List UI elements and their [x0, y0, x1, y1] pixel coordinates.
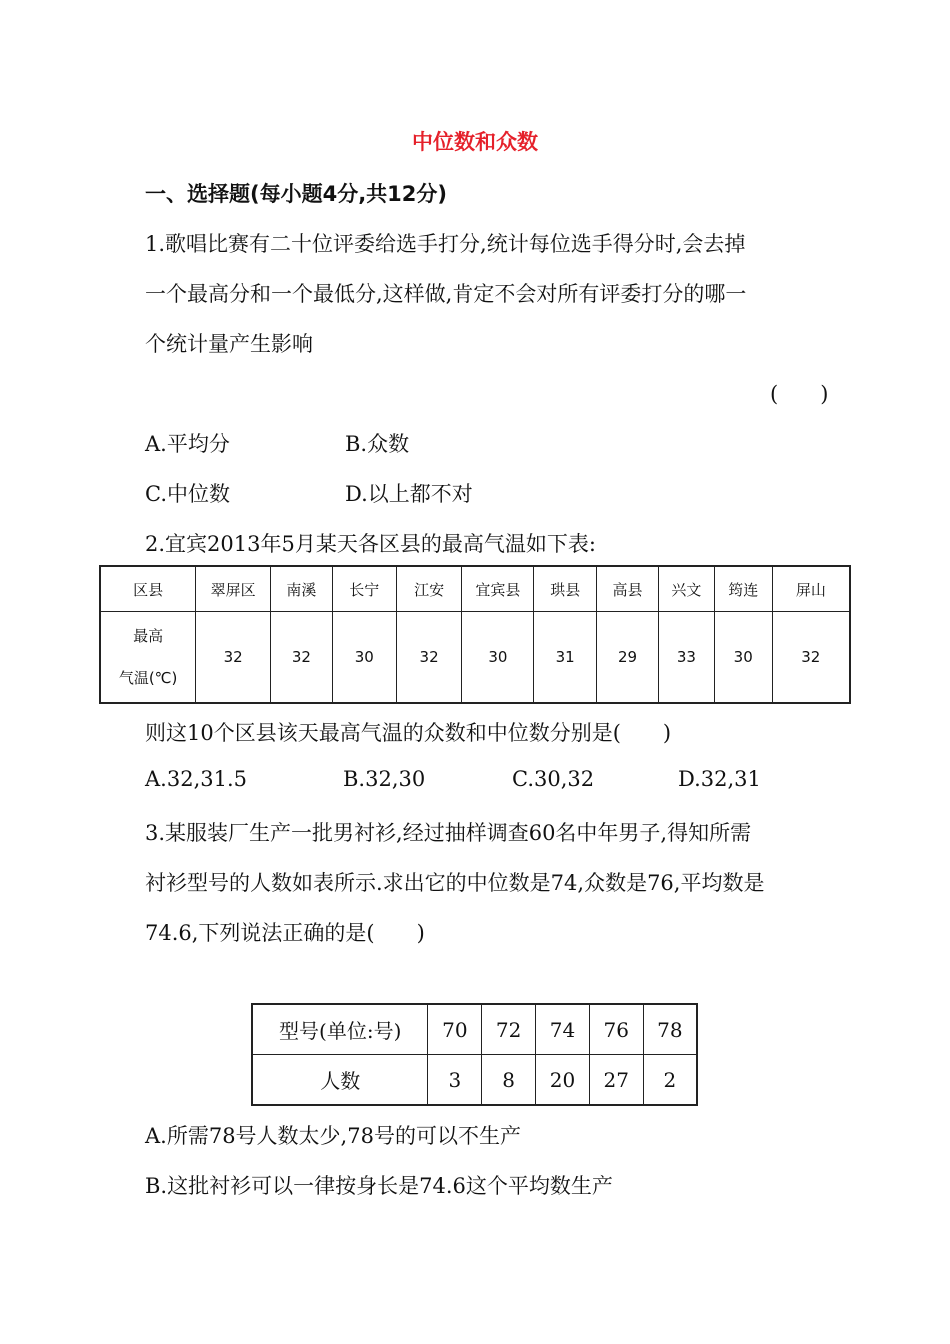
q2-stem: 2.宜宾2013年5月某天各区县的最高气温如下表:	[145, 532, 596, 556]
table-row	[252, 1004, 697, 1055]
q3-line-2: 衬衫型号的人数如表所示.求出它的中位数是74,众数是76,平均数是	[145, 871, 765, 895]
temperature-table	[99, 565, 851, 704]
q3-option-a: A.所需78号人数太少,78号的可以不生产	[145, 1124, 521, 1148]
q2-option-d: D.32,31	[678, 767, 761, 791]
row-label-line-2: 气温(℃)	[118, 669, 178, 687]
temp-cell: 30	[462, 612, 534, 704]
q1-option-b: B.众数	[345, 432, 410, 456]
county-cell: 长宁	[332, 566, 396, 612]
count-cell: 2	[643, 1055, 697, 1106]
q1-option-a: A.平均分	[145, 432, 230, 456]
county-cell: 翠屏区	[196, 566, 271, 612]
count-cell: 3	[428, 1055, 482, 1106]
q2-question: 则这10个区县该天最高气温的众数和中位数分别是( )	[145, 721, 672, 745]
q1-option-d: D.以上都不对	[345, 482, 473, 506]
page-title: 中位数和众数	[412, 130, 538, 154]
county-cell: 高县	[597, 566, 659, 612]
temp-cell: 30	[332, 612, 396, 704]
table-row	[100, 612, 850, 704]
count-cell: 8	[482, 1055, 536, 1106]
county-cell: 珙县	[534, 566, 597, 612]
size-cell: 70	[428, 1004, 482, 1055]
q2-option-c: C.30,32	[512, 767, 595, 791]
temp-cell: 32	[271, 612, 333, 704]
county-cell: 屏山	[772, 566, 850, 612]
q1-line-3: 个统计量产生影响	[145, 332, 313, 356]
q1-line-1: 1.歌唱比赛有二十位评委给选手打分,统计每位选手得分时,会去掉	[145, 232, 746, 256]
count-cell: 20	[536, 1055, 590, 1106]
temp-cell: 30	[714, 612, 772, 704]
county-cell: 南溪	[271, 566, 333, 612]
size-cell: 78	[643, 1004, 697, 1055]
temp-cell: 29	[597, 612, 659, 704]
size-cell: 74	[536, 1004, 590, 1055]
county-cell: 筠连	[714, 566, 772, 612]
q2-option-b: B.32,30	[343, 767, 426, 791]
temp-cell: 32	[772, 612, 850, 704]
temp-cell: 32	[396, 612, 462, 704]
table-row	[252, 1055, 697, 1106]
section-heading: 一、选择题(每小题4分,共12分)	[145, 182, 448, 206]
shirt-size-table	[251, 1003, 698, 1106]
table-header-county: 区县	[100, 566, 196, 612]
table-header-temperature	[100, 612, 196, 704]
q1-answer-paren: ( )	[770, 382, 829, 406]
count-row-label: 人数	[252, 1055, 428, 1106]
temp-cell: 32	[196, 612, 271, 704]
county-cell: 兴文	[658, 566, 714, 612]
size-cell: 76	[589, 1004, 643, 1055]
table-row	[100, 566, 850, 612]
q3-option-b: B.这批衬衫可以一律按身长是74.6这个平均数生产	[145, 1174, 613, 1198]
county-cell: 宜宾县	[462, 566, 534, 612]
q3-line-3: 74.6,下列说法正确的是( )	[145, 921, 425, 945]
q2-option-a: A.32,31.5	[145, 767, 247, 791]
row-label-line-1: 最高	[133, 627, 164, 645]
county-cell: 江安	[396, 566, 462, 612]
q1-option-c: C.中位数	[145, 482, 230, 506]
size-cell: 72	[482, 1004, 536, 1055]
q3-line-1: 3.某服装厂生产一批男衬衫,经过抽样调查60名中年男子,得知所需	[145, 821, 752, 845]
q1-line-2: 一个最高分和一个最低分,这样做,肯定不会对所有评委打分的哪一	[145, 282, 747, 306]
size-row-label: 型号(单位:号)	[252, 1004, 428, 1055]
count-cell: 27	[589, 1055, 643, 1106]
temp-cell: 31	[534, 612, 597, 704]
temp-cell: 33	[658, 612, 714, 704]
